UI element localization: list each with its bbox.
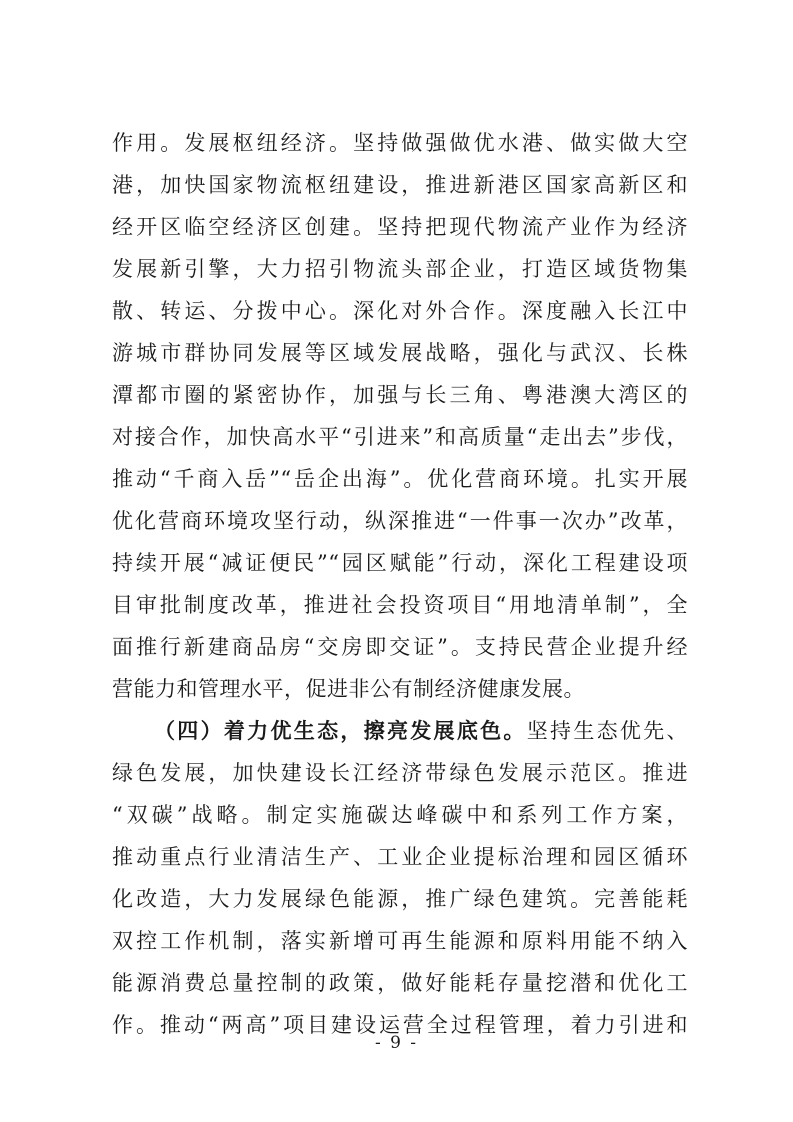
text-line: 散、转运、分拨中心。深化对外合作。深度融入长江中 <box>112 299 688 323</box>
section-heading: （四）着力优生态，擦亮发展底色。 <box>154 718 527 743</box>
text-line: “双碳”战略。制定实施碳达峰碳中和系列工作方案， <box>112 803 688 827</box>
text-line: 优化营商环境攻坚行动，纵深推进“一件事一次办”改革， <box>112 509 688 533</box>
text-line: 绿色发展，加快建设长江经济带绿色发展示范区。推进 <box>112 761 688 785</box>
text-line: 作用。发展枢纽经济。坚持做强做优水港、做实做大空 <box>112 131 688 155</box>
text-line: 对接合作，加快高水平“引进来”和高质量“走出去”步伐， <box>112 425 688 449</box>
text-line-rest: 坚持生态优先、 <box>526 719 689 743</box>
page-number: - 9 - <box>374 1033 419 1053</box>
text-line: 能源消费总量控制的政策，做好能耗存量挖潜和优化工 <box>112 971 688 995</box>
text-line: 推动重点行业清洁生产、工业企业提标治理和园区循环 <box>112 845 688 869</box>
body-text <box>112 122 688 1046</box>
text-line: 作。推动“两高”项目建设运营全过程管理，着力引进和 <box>112 1013 688 1037</box>
section-heading-line <box>112 710 688 752</box>
text-line: 化改造，大力发展绿色能源，推广绿色建筑。完善能耗 <box>112 887 688 911</box>
text-line: 双控工作机制，落实新增可再生能源和原料用能不纳入 <box>112 929 688 953</box>
text-line: 港，加快国家物流枢纽建设，推进新港区国家高新区和 <box>112 173 688 197</box>
text-line: 发展新引擎，大力招引物流头部企业，打造区域货物集 <box>112 257 688 281</box>
text-line: 推动“千商入岳”“岳企出海”。优化营商环境。扎实开展 <box>112 467 688 491</box>
text-line: 经开区临空经济区创建。坚持把现代物流产业作为经济 <box>112 215 688 239</box>
text-line: 游城市群协同发展等区域发展战略，强化与武汉、长株 <box>112 341 688 365</box>
text-line: 目审批制度改革，推进社会投资项目“用地清单制”，全 <box>112 593 688 617</box>
text-line: 面推行新建商品房“交房即交证”。支持民营企业提升经 <box>112 635 688 659</box>
text-line: 潭都市圈的紧密协作，加强与长三角、粤港澳大湾区的 <box>112 383 688 407</box>
text-line: 营能力和管理水平，促进非公有制经济健康发展。 <box>112 677 585 701</box>
text-line: 持续开展“减证便民”“园区赋能”行动，深化工程建设项 <box>112 551 688 575</box>
